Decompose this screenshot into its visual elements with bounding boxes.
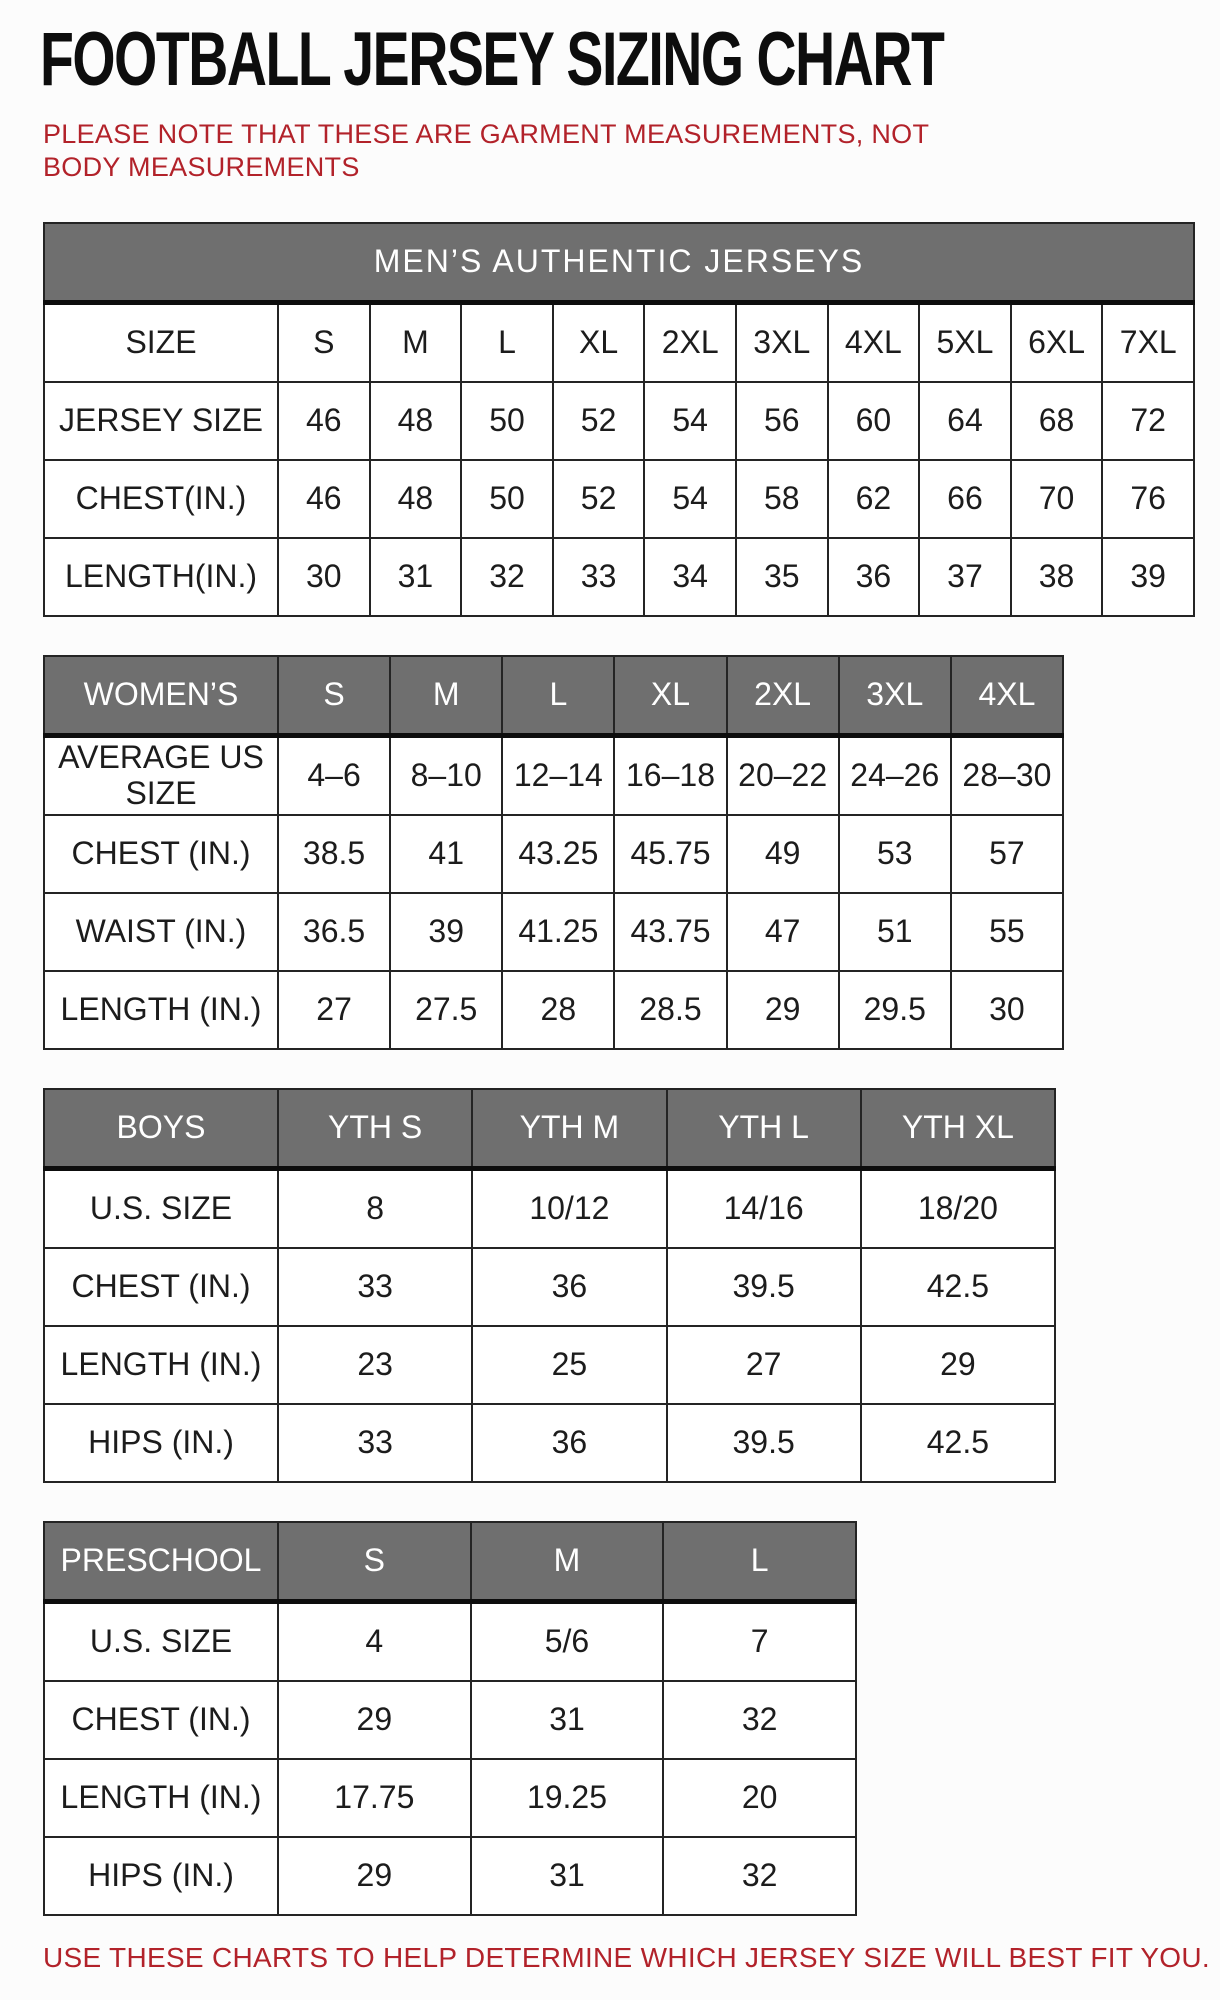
womens-data-row <box>44 735 1063 815</box>
value-cell: 36 <box>472 1248 666 1326</box>
page-title: FOOTBALL JERSEY SIZING CHART <box>40 17 944 102</box>
value-cell: 12–14 <box>502 735 614 815</box>
row-label-cell: AVERAGE US SIZE <box>44 735 278 815</box>
value-cell: 38 <box>1011 538 1103 616</box>
header-cell: S <box>278 1522 471 1602</box>
preschool-data-row <box>44 1601 856 1681</box>
mens-banner: MEN’S AUTHENTIC JERSEYS <box>44 223 1194 303</box>
value-cell: 23 <box>278 1326 472 1404</box>
value-cell: 25 <box>472 1326 666 1404</box>
value-cell: 53 <box>839 815 951 893</box>
womens-data-row <box>44 971 1063 1049</box>
value-cell: 46 <box>278 460 370 538</box>
value-cell: 45.75 <box>614 815 726 893</box>
header-cell: S <box>278 302 370 382</box>
row-label-cell: JERSEY SIZE <box>44 382 278 460</box>
mens-data-row <box>44 382 1194 460</box>
row-label-cell: HIPS (IN.) <box>44 1404 278 1482</box>
boys-header-row <box>44 1089 1055 1169</box>
row-label-cell: U.S. SIZE <box>44 1168 278 1248</box>
mens-banner-row <box>44 223 1194 303</box>
boys-data-row <box>44 1168 1055 1248</box>
mens-data-row <box>44 460 1194 538</box>
preschool-sizing-table <box>43 1521 857 1916</box>
value-cell: 36.5 <box>278 893 390 971</box>
womens-data-row <box>44 893 1063 971</box>
header-cell: WOMEN’S <box>44 656 278 736</box>
header-cell: BOYS <box>44 1089 278 1169</box>
header-cell: M <box>471 1522 664 1602</box>
value-cell: 28–30 <box>951 735 1063 815</box>
value-cell: 36 <box>828 538 920 616</box>
womens-data-row <box>44 815 1063 893</box>
boys-data-row <box>44 1248 1055 1326</box>
value-cell: 34 <box>644 538 736 616</box>
value-cell: 5/6 <box>471 1601 664 1681</box>
value-cell: 4 <box>278 1601 471 1681</box>
footer-note: USE THESE CHARTS TO HELP DETERMINE WHICH JERSEY SIZE WILL BEST FIT YOU. <box>43 1941 1210 1973</box>
value-cell: 41.25 <box>502 893 614 971</box>
value-cell: 14/16 <box>667 1168 861 1248</box>
value-cell: 54 <box>644 460 736 538</box>
value-cell: 50 <box>461 460 553 538</box>
header-cell: 4XL <box>828 302 920 382</box>
header-cell: L <box>461 302 553 382</box>
value-cell: 18/20 <box>861 1168 1055 1248</box>
value-cell: 33 <box>278 1248 472 1326</box>
row-label-cell: CHEST(IN.) <box>44 460 278 538</box>
header-cell: 3XL <box>839 656 951 736</box>
mens-sizing-table <box>43 222 1195 617</box>
value-cell: 7 <box>663 1601 856 1681</box>
value-cell: 52 <box>553 382 645 460</box>
row-label-cell: CHEST (IN.) <box>44 815 278 893</box>
mens-header-row <box>44 302 1194 382</box>
value-cell: 28 <box>502 971 614 1049</box>
value-cell: 49 <box>727 815 839 893</box>
value-cell: 70 <box>1011 460 1103 538</box>
mens-data-row <box>44 538 1194 616</box>
header-cell: 5XL <box>919 302 1011 382</box>
value-cell: 66 <box>919 460 1011 538</box>
value-cell: 48 <box>370 460 462 538</box>
value-cell: 29 <box>727 971 839 1049</box>
value-cell: 62 <box>828 460 920 538</box>
womens-header-row <box>44 656 1063 736</box>
value-cell: 47 <box>727 893 839 971</box>
value-cell: 57 <box>951 815 1063 893</box>
mens-table-section <box>0 222 1220 617</box>
header-cell: XL <box>614 656 726 736</box>
value-cell: 60 <box>828 382 920 460</box>
value-cell: 43.75 <box>614 893 726 971</box>
value-cell: 32 <box>461 538 553 616</box>
row-label-cell: HIPS (IN.) <box>44 1837 278 1915</box>
value-cell: 4–6 <box>278 735 390 815</box>
value-cell: 32 <box>663 1837 856 1915</box>
value-cell: 29.5 <box>839 971 951 1049</box>
value-cell: 35 <box>736 538 828 616</box>
value-cell: 33 <box>278 1404 472 1482</box>
value-cell: 20–22 <box>727 735 839 815</box>
value-cell: 8 <box>278 1168 472 1248</box>
preschool-data-row <box>44 1759 856 1837</box>
header-cell: L <box>663 1522 856 1602</box>
value-cell: 42.5 <box>861 1248 1055 1326</box>
value-cell: 55 <box>951 893 1063 971</box>
header-cell: 7XL <box>1102 302 1194 382</box>
value-cell: 46 <box>278 382 370 460</box>
value-cell: 39.5 <box>667 1248 861 1326</box>
boys-table-section <box>0 1088 1220 1483</box>
value-cell: 28.5 <box>614 971 726 1049</box>
value-cell: 51 <box>839 893 951 971</box>
value-cell: 37 <box>919 538 1011 616</box>
header-cell: YTH S <box>278 1089 472 1169</box>
value-cell: 72 <box>1102 382 1194 460</box>
value-cell: 17.75 <box>278 1759 471 1837</box>
value-cell: 27.5 <box>390 971 502 1049</box>
header-cell: PRESCHOOL <box>44 1522 278 1602</box>
header-cell: 2XL <box>644 302 736 382</box>
header-cell: XL <box>553 302 645 382</box>
value-cell: 39.5 <box>667 1404 861 1482</box>
value-cell: 48 <box>370 382 462 460</box>
value-cell: 64 <box>919 382 1011 460</box>
boys-data-row <box>44 1326 1055 1404</box>
header-cell: 3XL <box>736 302 828 382</box>
womens-table-section <box>0 655 1220 1050</box>
row-label-cell: LENGTH (IN.) <box>44 1326 278 1404</box>
womens-sizing-table <box>43 655 1064 1050</box>
value-cell: 27 <box>278 971 390 1049</box>
value-cell: 8–10 <box>390 735 502 815</box>
header-cell: 2XL <box>727 656 839 736</box>
value-cell: 19.25 <box>471 1759 664 1837</box>
value-cell: 76 <box>1102 460 1194 538</box>
header-cell: M <box>390 656 502 736</box>
value-cell: 24–26 <box>839 735 951 815</box>
value-cell: 39 <box>1102 538 1194 616</box>
value-cell: 50 <box>461 382 553 460</box>
value-cell: 29 <box>278 1837 471 1915</box>
row-label-cell: U.S. SIZE <box>44 1601 278 1681</box>
header-cell: S <box>278 656 390 736</box>
preschool-data-row <box>44 1681 856 1759</box>
value-cell: 58 <box>736 460 828 538</box>
header-cell: SIZE <box>44 302 278 382</box>
value-cell: 36 <box>472 1404 666 1482</box>
value-cell: 33 <box>553 538 645 616</box>
value-cell: 52 <box>553 460 645 538</box>
value-cell: 31 <box>471 1681 664 1759</box>
header-cell: YTH M <box>472 1089 666 1169</box>
preschool-table-section <box>0 1521 1220 1916</box>
preschool-header-row <box>44 1522 856 1602</box>
header-cell: YTH L <box>667 1089 861 1169</box>
value-cell: 30 <box>278 538 370 616</box>
value-cell: 27 <box>667 1326 861 1404</box>
garment-measurement-note: PLEASE NOTE THAT THESE ARE GARMENT MEASUREMENTS, NOT BODY MEASUREMENTS <box>43 119 929 182</box>
value-cell: 10/12 <box>472 1168 666 1248</box>
value-cell: 31 <box>471 1837 664 1915</box>
boys-data-row <box>44 1404 1055 1482</box>
row-label-cell: CHEST (IN.) <box>44 1681 278 1759</box>
boys-sizing-table <box>43 1088 1056 1483</box>
value-cell: 68 <box>1011 382 1103 460</box>
value-cell: 16–18 <box>614 735 726 815</box>
value-cell: 20 <box>663 1759 856 1837</box>
value-cell: 56 <box>736 382 828 460</box>
row-label-cell: CHEST (IN.) <box>44 1248 278 1326</box>
value-cell: 39 <box>390 893 502 971</box>
value-cell: 29 <box>278 1681 471 1759</box>
header-cell: L <box>502 656 614 736</box>
header-cell: 4XL <box>951 656 1063 736</box>
value-cell: 41 <box>390 815 502 893</box>
row-label-cell: LENGTH (IN.) <box>44 971 278 1049</box>
header-cell: M <box>370 302 462 382</box>
value-cell: 54 <box>644 382 736 460</box>
preschool-data-row <box>44 1837 856 1915</box>
value-cell: 38.5 <box>278 815 390 893</box>
row-label-cell: LENGTH (IN.) <box>44 1759 278 1837</box>
value-cell: 31 <box>370 538 462 616</box>
row-label-cell: WAIST (IN.) <box>44 893 278 971</box>
header-cell: 6XL <box>1011 302 1103 382</box>
value-cell: 32 <box>663 1681 856 1759</box>
header-cell: YTH XL <box>861 1089 1055 1169</box>
value-cell: 30 <box>951 971 1063 1049</box>
value-cell: 42.5 <box>861 1404 1055 1482</box>
row-label-cell: LENGTH(IN.) <box>44 538 278 616</box>
value-cell: 43.25 <box>502 815 614 893</box>
value-cell: 29 <box>861 1326 1055 1404</box>
